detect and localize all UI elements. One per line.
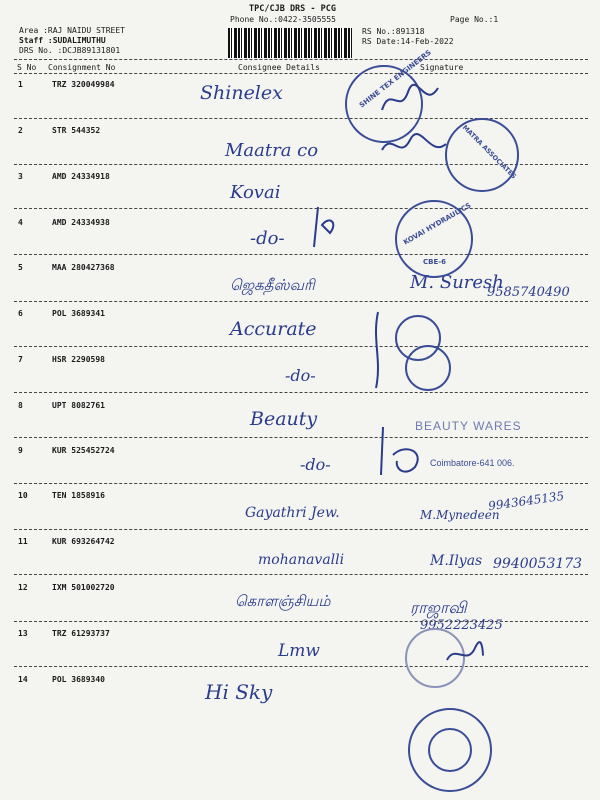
divider xyxy=(14,666,588,667)
barcode xyxy=(228,28,352,58)
signature-handwriting: M. Suresh xyxy=(410,272,504,293)
row-sno: 6 xyxy=(18,309,23,318)
row-sno: 5 xyxy=(18,263,23,272)
stamp-text: MATRA ASSOCIATES xyxy=(460,123,518,181)
row-consignment: TRZ 61293737 xyxy=(52,629,110,638)
row-sno: 7 xyxy=(18,355,23,364)
row-sno: 11 xyxy=(18,537,28,546)
consignee-handwriting: -do- xyxy=(285,366,316,385)
consignee-handwriting: கொளஞ்சியம் xyxy=(235,592,331,610)
divider xyxy=(14,483,588,484)
row-sno: 9 xyxy=(18,446,23,455)
row-consignment: AMD 24334918 xyxy=(52,172,110,181)
consignee-handwriting: Maatra co xyxy=(225,140,319,161)
matra-associates-stamp xyxy=(445,118,519,192)
consignee-handwriting: Kovai xyxy=(230,182,281,203)
row-consignment: KUR 525452724 xyxy=(52,446,115,455)
row-sno: 10 xyxy=(18,491,28,500)
row-consignment: IXM 501002720 xyxy=(52,583,115,592)
drs-number: DRS No. :DCJB89131801 xyxy=(19,46,121,55)
row-consignment: POL 3689340 xyxy=(52,675,105,684)
consignee-handwriting: Gayathri Jew. xyxy=(245,505,340,521)
phone-handwriting: 9585740490 xyxy=(487,285,570,300)
divider xyxy=(14,574,588,575)
divider xyxy=(14,346,588,347)
phone-handwriting: 9940053173 xyxy=(493,556,583,572)
consignee-handwriting: -do- xyxy=(300,455,331,474)
consignee-handwriting: Shinelex xyxy=(200,82,283,104)
row-consignment: KUR 693264742 xyxy=(52,537,115,546)
signature-scribble xyxy=(375,425,435,480)
divider xyxy=(14,437,588,438)
consignee-handwriting: Beauty xyxy=(250,408,318,430)
stamp-text: CBE-6 xyxy=(423,258,447,266)
row-consignment: TRZ 320049984 xyxy=(52,80,115,89)
column-consignment: Consignment No xyxy=(48,63,116,72)
row-consignment: POL 3689341 xyxy=(52,309,105,318)
row-consignment: AMD 24334938 xyxy=(52,218,110,227)
beauty-wares-stamp-title: BEAUTY WARES xyxy=(415,419,522,433)
consignee-handwriting: mohanavalli xyxy=(258,552,345,568)
staff-label: Staff :SUDALIMUTHU xyxy=(19,36,106,45)
consignee-handwriting: ஜெகதீஸ்வரி xyxy=(230,276,315,294)
signature-handwriting: M.Mynedeen xyxy=(420,508,500,522)
row-sno: 3 xyxy=(18,172,23,181)
signature-handwriting: ராஜாவி xyxy=(410,598,467,617)
row-sno: 14 xyxy=(18,675,28,684)
column-sno: S No xyxy=(17,63,37,72)
divider xyxy=(14,621,588,622)
divider xyxy=(14,392,588,393)
area-label: Area :RAJ NAIDU STREET xyxy=(19,26,125,35)
signature-scribble xyxy=(445,640,485,670)
row-consignment: STR 544352 xyxy=(52,126,101,135)
column-consignee: Consignee Details xyxy=(238,63,320,72)
bottom-round-stamp xyxy=(408,708,492,792)
row-sno: 2 xyxy=(18,126,23,135)
stamp-inner-ring xyxy=(428,728,472,772)
row-consignment: MAA 280427368 xyxy=(52,263,115,272)
row-sno: 8 xyxy=(18,401,23,410)
divider xyxy=(14,529,588,530)
consignee-handwriting: Lmw xyxy=(278,641,320,661)
row-consignment: UPT 8082761 xyxy=(52,401,105,410)
signature-scribble xyxy=(300,205,340,250)
signature-scribble xyxy=(380,80,440,120)
signature-scribble xyxy=(368,310,388,390)
divider xyxy=(14,301,588,302)
stamp-text: KOVAI HYDRAULICS xyxy=(402,201,473,247)
accurate-stamp xyxy=(405,345,451,391)
rs-date: RS Date:14-Feb-2022 xyxy=(362,37,454,46)
consignee-handwriting: -do- xyxy=(250,228,285,249)
rs-number: RS No.:891318 xyxy=(362,27,425,36)
divider xyxy=(14,59,588,60)
beauty-wares-stamp-city: Coimbatore-641 006. xyxy=(430,458,515,468)
row-consignment: HSR 2290598 xyxy=(52,355,105,364)
column-signature: Signature xyxy=(420,63,464,72)
row-sno: 13 xyxy=(18,629,28,638)
phone-number: Phone No.:0422-3505555 xyxy=(230,15,336,24)
phone-handwriting: 9943645135 xyxy=(487,488,565,514)
page-number: Page No.:1 xyxy=(450,15,499,24)
row-sno: 4 xyxy=(18,218,23,227)
row-sno: 1 xyxy=(18,80,23,89)
stamp-text: SHINE TEX ENGINEERS xyxy=(357,48,433,110)
row-consignment: TEN 1858916 xyxy=(52,491,105,500)
sheet-title: TPC/CJB DRS - PCG xyxy=(249,4,336,14)
consignee-handwriting: Accurate xyxy=(230,318,317,340)
signature-handwriting: M.Ilyas xyxy=(430,553,483,569)
divider xyxy=(14,73,588,74)
consignee-handwriting: Hi Sky xyxy=(205,680,273,704)
row-sno: 12 xyxy=(18,583,28,592)
kovai-hydraulics-stamp xyxy=(395,200,473,278)
phone-handwriting: 9952223425 xyxy=(420,618,503,633)
signature-scribble xyxy=(380,130,450,165)
divider xyxy=(14,254,588,255)
divider xyxy=(14,118,588,119)
